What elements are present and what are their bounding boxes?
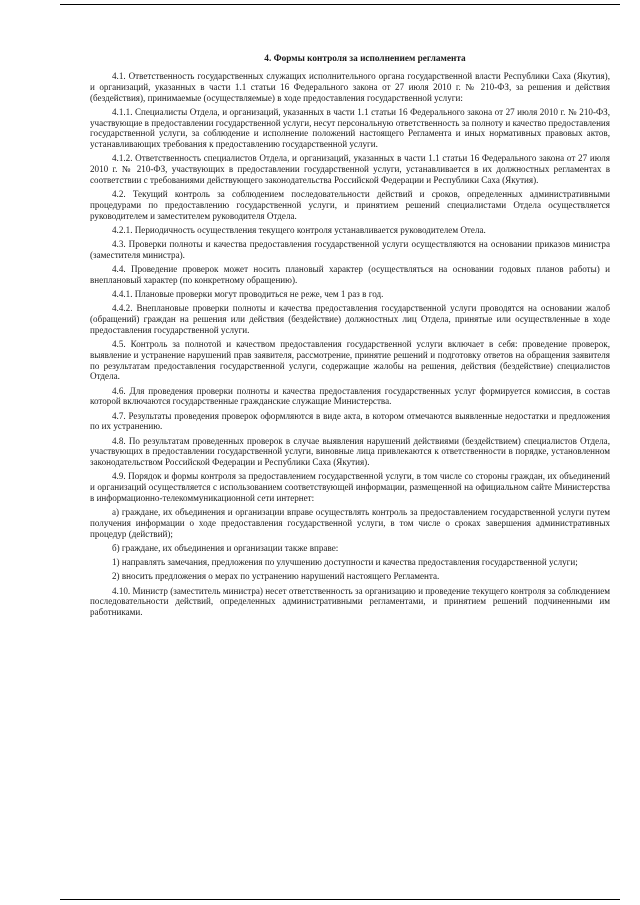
paragraph: 4.5. Контроль за полнотой и качеством предоставления государственной услуги включает в себя: проведение проверок, выявление и устранение нарушений прав заявителя, рассмотрение, принятие решений и подготовку ответов на обращения заявителя по результатам предоставления государственной услуги, содержащие жалобы на решения, действия (бездействие) специалистов Отдела. <box>90 339 610 382</box>
paragraph: 4.1. Ответственность государственных служащих исполнительного органа государственной власти Республики Саха (Якутия), и организаций, указанных в части 1.1 статьи 16 Федерального закона от 27 июля 2010 г. № 210-ФЗ, за решения и действия (бездействия), принимаемые (осуществляемые) в ходе предоставления государственной услуги: <box>90 71 610 103</box>
paragraph: б) граждане, их объединения и организации также вправе: <box>112 542 339 553</box>
paragraph: 4.6. Для проведения проверки полноты и качества предоставления государственных услуг формируется комиссия, в состав которой включаются государственные гражданские служащие Министерства. <box>90 385 610 407</box>
paragraph: 4.1.1. Специалисты Отдела, и организаций, указанных в части 1.1 статьи 16 Федерального закона от 27 июля 2010 г. № 210-ФЗ, участвующие в предоставлении государственной услуги, несут персональную ответственность за полноту и качество предоставления государственной услуги, за соблюдение и исполнение положений настоящего Регламента и иных нормативных правовых актов, устанавливающих требования к предоставлению государственной услуги. <box>90 106 610 149</box>
paragraph: 1) направлять замечания, предложения по улучшению доступности и качества предоставления государственной услуги; <box>112 557 578 567</box>
paragraph: 4.9. Порядок и формы контроля за предоставлением государственной услуги, в том числе со стороны граждан, их объединений и организаций осуществляется с использованием соответствующей информации, размещенной на официальном сайте Министерства в информационно-телекоммуникационной сети интернет: <box>90 471 610 503</box>
page-top-rule <box>60 4 620 5</box>
paragraph: 4.4. Проведение проверок может носить плановый характер (осуществляться на основании годовых планов работы) и внеплановый характер (по конкретному обращению). <box>90 264 610 285</box>
paragraph: 4.8. По результатам проведенных проверок в случае выявления нарушений действиями (бездействием) специалистов Отдела, участвующих в предоставлении государственной услуги, виновные лица привлекаются к ответственности в порядке, установленном законодательством Российской Федерации и Республики Саха (Якутия). <box>90 435 610 467</box>
document-page <box>90 54 610 621</box>
paragraph: 4.4.1. Плановые проверки могут проводиться не реже, чем 1 раз в год. <box>112 289 384 299</box>
paragraph: 4.2.1. Периодичность осуществления текущего контроля устанавливается руководителем Отела. <box>112 224 486 235</box>
paragraph: 4.3. Проверки полноты и качества предоставления государственной услуги осуществляются на основании приказов министра (заместителя министра). <box>90 239 610 260</box>
paragraph: 4.1.2. Ответственность специалистов Отдела, и организаций, указанных в части 1.1 статьи 16 Федерального закона от 27 июля 2010 г. № 210-ФЗ, участвующих в предоставлении государственной услуги, устанавливается в их должностных регламентах в соответствии с требованиями действующего законодательства Российской Федерации и Республики Саха (Якутия). <box>90 153 610 185</box>
paragraph: 4.4.2. Внеплановые проверки полноты и качества предоставления государственной услуги проводятся на основании жалоб (обращений) граждан на решения или действия (бездействие) должностных лиц Отдела, принятые или осуществленные в ходе предоставления государственной услуги. <box>90 303 610 335</box>
paragraph: 4.7. Результаты проведения проверок оформляются в виде акта, в котором отмечаются выявленные недостатки и предложения по их устранению. <box>90 410 610 432</box>
section-title: 4. Формы контроля за исполнением регламента <box>264 54 466 64</box>
paragraph: 2) вносить предложения о мерах по устранению нарушений настоящего Регламента. <box>112 571 440 582</box>
paragraph: а) граждане, их объединения и организации вправе осуществлять контроль за предоставлением государственной услуги путем получения информации о ходе предоставления государственной услуги, в том числе о сроках завершения административных процедур (действий); <box>90 507 610 539</box>
page-bottom-rule <box>60 899 620 900</box>
paragraph: 4.10. Министр (заместитель министра) несет ответственность за организацию и проведение текущего контроля за соблюдением последовательности действий, определенных административными регламентами, и принятием решений подчиненными им работниками. <box>90 585 610 617</box>
paragraph-list <box>90 71 610 618</box>
paragraph: 4.2. Текущий контроль за соблюдением последовательности действий и сроков, определенных административными процедурами по предоставлению государственной услуги, и принятием решений специалистами Отдела осуществляется руководителем и заместителем руководителя Отдела. <box>90 189 610 221</box>
